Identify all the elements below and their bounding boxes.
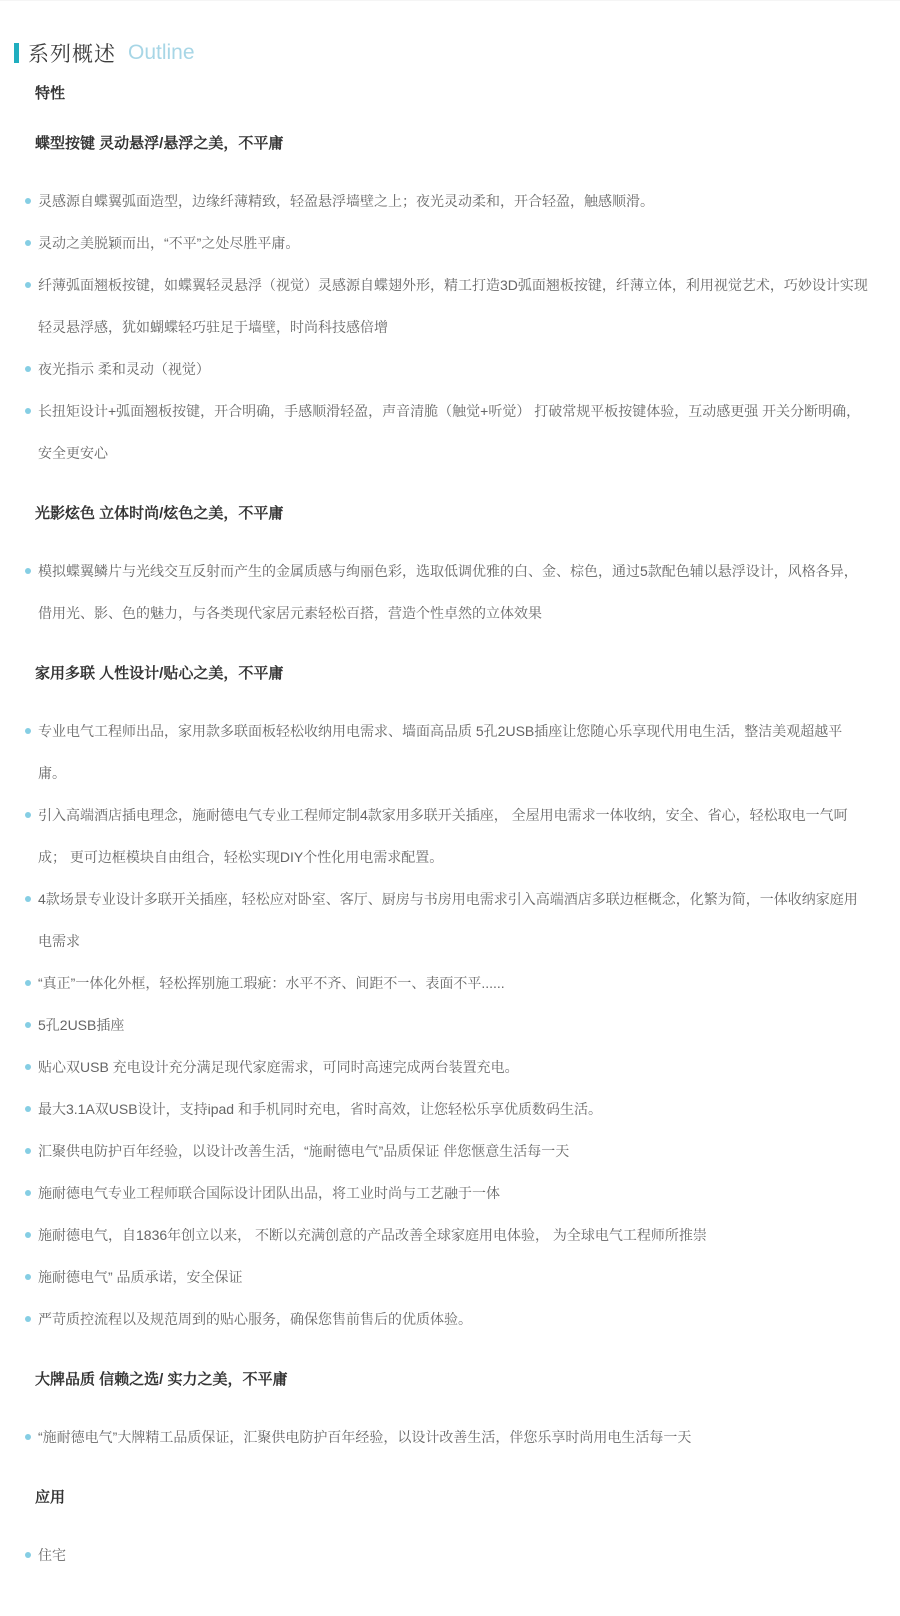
bullet-text: 施耐德电气专业工程师联合国际设计团队出品，将工业时尚与工艺融于一体 bbox=[38, 1185, 500, 1201]
bullet-list bbox=[25, 180, 870, 474]
list-item bbox=[25, 180, 870, 222]
feature-section bbox=[0, 134, 900, 474]
list-item bbox=[25, 264, 870, 348]
list-item bbox=[25, 1046, 870, 1088]
bullet-text: 施耐德电气” 品质承诺，安全保证 bbox=[38, 1269, 243, 1285]
bullet-text: 贴心双USB 充电设计充分满足现代家庭需求，可同时高速完成两台装置充电。 bbox=[38, 1059, 519, 1075]
page-title-en: Outline bbox=[128, 41, 195, 64]
bullet-dot-icon bbox=[25, 896, 31, 902]
bullet-dot-icon bbox=[25, 282, 31, 288]
bullet-dot-icon bbox=[25, 1148, 31, 1154]
section-heading: 大牌品质 信赖之选/ 实力之美，不平庸 bbox=[35, 1371, 288, 1388]
feature-section bbox=[0, 84, 900, 104]
list-item bbox=[25, 1256, 870, 1298]
feature-section bbox=[0, 504, 900, 634]
bullet-text: 灵动之美脱颖而出，“不平”之处尽胜平庸。 bbox=[38, 235, 300, 251]
feature-section bbox=[0, 664, 900, 1340]
feature-section bbox=[0, 1370, 900, 1458]
bullet-text: 专业电气工程师出品，家用款多联面板轻松收纳用电需求、墙面高品质 5孔2USB插座让您随心乐享现代用电生活，整洁美观超越平庸。 bbox=[38, 723, 843, 781]
bullet-dot-icon bbox=[25, 1064, 31, 1070]
bullet-list bbox=[25, 710, 870, 1340]
list-item bbox=[25, 710, 870, 794]
list-item bbox=[25, 878, 870, 962]
bullet-dot-icon bbox=[25, 366, 31, 372]
bullet-list bbox=[25, 1416, 870, 1458]
list-item bbox=[25, 1088, 870, 1130]
section-heading: 特性 bbox=[35, 85, 66, 102]
bullet-dot-icon bbox=[25, 198, 31, 204]
section-heading: 蝶型按键 灵动悬浮/悬浮之美，不平庸 bbox=[35, 135, 284, 152]
bullet-dot-icon bbox=[25, 240, 31, 246]
accent-bar-icon bbox=[14, 43, 19, 63]
bullet-dot-icon bbox=[25, 1106, 31, 1112]
bullet-text: 最大3.1A双USB设计，支持ipad 和手机同时充电，省时高效，让您轻松乐享优质数码生活。 bbox=[38, 1101, 602, 1117]
bullet-text: 施耐德电气，自1836年创立以来， 不断以充满创意的产品改善全球家庭用电体验， 为全球电气工程师所推崇 bbox=[38, 1227, 707, 1243]
bullet-dot-icon bbox=[25, 1274, 31, 1280]
bullet-dot-icon bbox=[25, 1316, 31, 1322]
bullet-text: 灵感源自蝶翼弧面造型，边缘纤薄精致，轻盈悬浮墙壁之上；夜光灵动柔和，开合轻盈，触感顺滑。 bbox=[38, 193, 654, 209]
list-item bbox=[25, 794, 870, 878]
bullet-dot-icon bbox=[25, 568, 31, 574]
bullet-dot-icon bbox=[25, 980, 31, 986]
section-heading: 应用 bbox=[35, 1489, 66, 1506]
outline-header bbox=[14, 38, 900, 68]
list-item bbox=[25, 222, 870, 264]
bullet-text: 夜光指示 柔和灵动（视觉） bbox=[38, 361, 210, 377]
list-item bbox=[25, 1298, 870, 1340]
bullet-text: 汇聚供电防护百年经验，以设计改善生活，“施耐德电气”品质保证 伴您惬意生活每一天 bbox=[38, 1143, 570, 1159]
bullet-text: “真正”一体化外框，轻松挥别施工瑕疵：水平不齐、间距不一、表面不平...... bbox=[38, 975, 505, 991]
list-item bbox=[25, 1214, 870, 1256]
bullet-text: 4款场景专业设计多联开关插座，轻松应对卧室、客厅、厨房与书房用电需求引入高端酒店多联边框概念，化繁为简，一体收纳家庭用电需求 bbox=[38, 891, 858, 949]
list-item bbox=[25, 550, 870, 634]
section-heading: 家用多联 人性设计/贴心之美，不平庸 bbox=[35, 665, 284, 682]
bullet-text: 模拟蝶翼鳞片与光线交互反射而产生的金属质感与绚丽色彩，选取低调优雅的白、金、棕色，通过5款配色辅以悬浮设计，风格各异，借用光、影、色的魅力，与各类现代家居元素轻松百搭，营造个性卓然的立体效果 bbox=[38, 563, 858, 621]
list-item bbox=[25, 1416, 870, 1458]
bullet-text: 严苛质控流程以及规范周到的贴心服务，确保您售前售后的优质体验。 bbox=[38, 1311, 472, 1327]
list-item bbox=[25, 348, 870, 390]
feature-section bbox=[0, 1488, 900, 1576]
bullet-text: 引入高端酒店插电理念，施耐德电气专业工程师定制4款家用多联开关插座， 全屋用电需求一体收纳，安全、省心，轻松取电一气呵成； 更可边框模块自由组合，轻松实现DIY个性化用电需求配置。 bbox=[38, 807, 848, 865]
bullet-text: 5孔2USB插座 bbox=[38, 1017, 125, 1033]
bullet-dot-icon bbox=[25, 1022, 31, 1028]
bullet-dot-icon bbox=[25, 728, 31, 734]
list-item bbox=[25, 1172, 870, 1214]
bullet-list bbox=[25, 550, 870, 634]
bullet-dot-icon bbox=[25, 812, 31, 818]
page-title: 系列概述 bbox=[28, 43, 116, 66]
bullet-dot-icon bbox=[25, 1190, 31, 1196]
bullet-text: “施耐德电气”大牌精工品质保证，汇聚供电防护百年经验，以设计改善生活，伴您乐享时尚用电生活每一天 bbox=[38, 1429, 692, 1445]
list-item bbox=[25, 1130, 870, 1172]
bullet-list bbox=[25, 1534, 870, 1576]
bullet-text: 纤薄弧面翘板按键，如蝶翼轻灵悬浮（视觉）灵感源自蝶翅外形，精工打造3D弧面翘板按键，纤薄立体，利用视觉艺术，巧妙设计实现轻灵悬浮感，犹如蝴蝶轻巧驻足于墙壁，时尚科技感倍增 bbox=[38, 277, 868, 335]
outline-sections bbox=[0, 84, 900, 1616]
list-item bbox=[25, 390, 870, 474]
bullet-text: 住宅 bbox=[38, 1547, 66, 1563]
bullet-dot-icon bbox=[25, 1552, 31, 1558]
list-item bbox=[25, 1004, 870, 1046]
bullet-dot-icon bbox=[25, 1232, 31, 1238]
section-heading: 光影炫色 立体时尚/炫色之美，不平庸 bbox=[35, 505, 284, 522]
bullet-dot-icon bbox=[25, 408, 31, 414]
list-item bbox=[25, 1534, 870, 1576]
bullet-dot-icon bbox=[25, 1434, 31, 1440]
bullet-text: 长扭矩设计+弧面翘板按键，开合明确，手感顺滑轻盈，声音清脆（触觉+听觉） 打破常规平板按键体验，互动感更强 开关分断明确，安全更安心 bbox=[38, 403, 861, 461]
list-item bbox=[25, 962, 870, 1004]
